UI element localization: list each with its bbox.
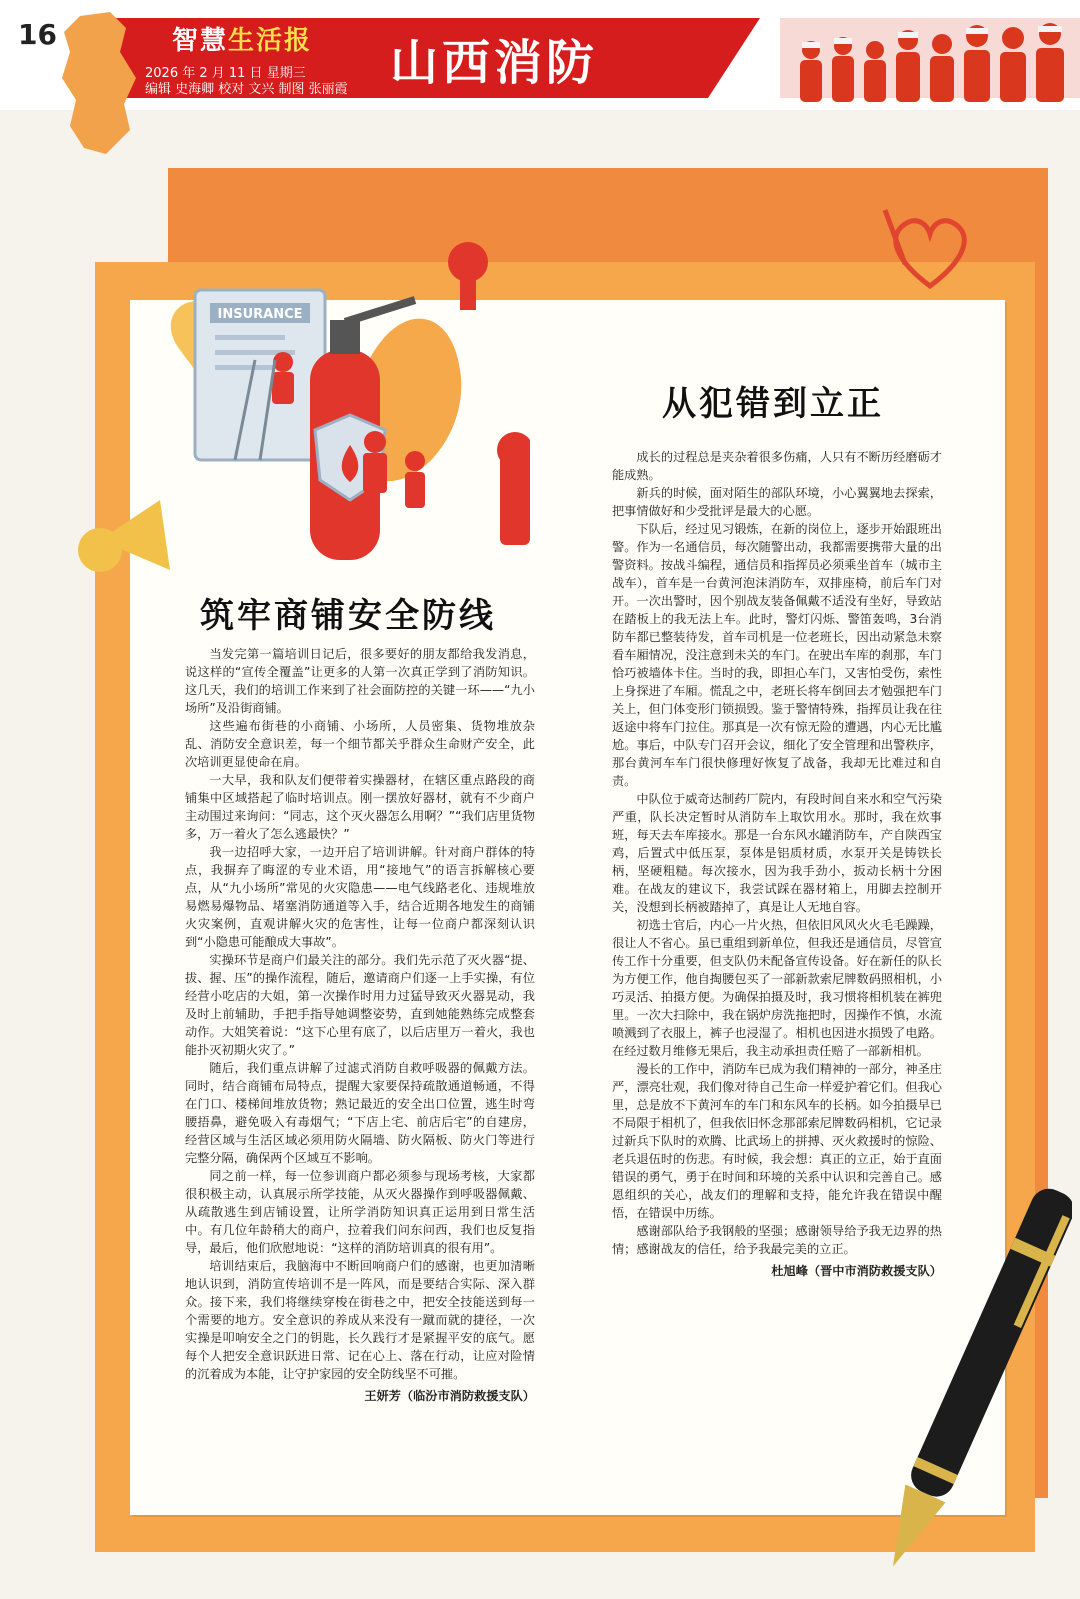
left-article-title: 筑牢商铺安全防线 — [200, 596, 496, 636]
section-title: 山西消防 — [390, 35, 599, 91]
paragraph: 初选士官后，内心一片火热，但依旧风风火火毛毛躁躁，很让人不省心。虽已重组到新单位，但我还是通信员，尽管宣传工作十分重要，但支队仍未配备宣传设备。好在新任的队长为方便工作，他自掏腰包买了一部新款索尼牌数码照相机，小巧灵活、拍摄方便。为确保拍摄及时，我习惯将相机装在裤兜里。一次大扫除中，我在锅炉房洗拖把时，因操作不慎，水流喷溅到了衣服上，裤子也浸湿了。相机也因进水损毁了电路。在经过数月维修无果后，我主动承担责任赔了一部新相机。 — [612, 918, 942, 1058]
left-article-byline: 王妍芳（临汾市消防救援支队） — [364, 1389, 535, 1403]
paragraph: 当发完第一篇培训日记后，很多要好的朋友都给我发消息，说这样的“宣传全覆盖”让更多的人第一次真正学到了消防知识。这几天，我们的培训工作来到了社会面防控的关键一环——“九小场所”及沿街商铺。 — [185, 647, 535, 715]
heart-clip-icon — [875, 200, 985, 300]
issue-meta — [145, 66, 348, 98]
page-header — [0, 0, 1080, 110]
paragraph: 中队位于威奇达制药厂院内，有段时间自来水和空气污染严重，队长决定暂时从消防车上取饮用水。那时，我在炊事班，每天去车库接水。那是一台东风水罐消防车，产自陕西宝鸡，后置式中低压泵，泵体是铝质材质，水泵开关是铸铁长柄，坚硬粗糙。每次接水，因为我手劲小，扳动长柄十分困难。在战友的建议下，我尝试踩在器材箱上，用脚去控制开关，没想到长柄被踏掉了，真是让人无地自容。 — [612, 792, 942, 914]
newspaper-brand — [172, 20, 312, 57]
brand-part-2: 生活报 — [228, 26, 313, 56]
paragraph: 培训结束后，我脑海中不断回响商户们的感谢，也更加清晰地认识到，消防宣传培训不是一阵风，而是要结合实际、深入群众。接下来，我们将继续穿梭在街巷之中，把安全技能送到每一个需要的地方。安全意识的养成从来没有一蹴而就的捷径，一次实操是叩响安全之门的钥匙，长久践行才是紧握平安的底气。愿每个人把安全意识跃进日常、记在心上、落在行动，让应对险情的沉着成为本能，让守护家园的安全防线坚不可摧。 — [185, 1259, 535, 1381]
saluting-firefighters-image — [790, 22, 1070, 102]
paragraph: 随后，我们重点讲解了过滤式消防自救呼吸器的佩戴方法。同时，结合商铺布局特点，提醒大家要保持疏散通道畅通，不得在门口、楼梯间堆放货物；熟记最近的安全出口位置，逃生时弯腰捂鼻，避免吸入有毒烟气；“下店上宅、前店后宅”的自建房，经营区域与生活区域必须用防火隔墙、防火隔板、防火门等进行完整分隔，确保两个区域互不影响。 — [185, 1061, 535, 1165]
paragraph: 一大早，我和队友们便带着实操器材，在辖区重点路段的商铺集中区域搭起了临时培训点。刚一摆放好器材，就有不少商户主动围过来询问：“同志，这个灭火器怎么用啊？”“我们店里货物多，万一着火了怎么逃最快？” — [185, 773, 535, 841]
editor-credits: 编辑 史海卿 校对 文兴 制图 张丽霞 — [145, 82, 348, 97]
paragraph: 我一边招呼大家，一边开启了培训讲解。针对商户群体的特点，我摒弃了晦涩的专业术语，用“接地气”的语言拆解核心要点，从“九小场所”常见的火灾隐患——电气线路老化、违规堆放易燃易爆物品、堵塞消防通道等入手，结合近期各地发生的商铺火灾案例，直观讲解火灾的危害性，让每一位商户都深刻认识到“小隐患可能酿成大事故”。 — [185, 845, 535, 949]
right-article-byline: 杜旭峰（晋中市消防救援支队） — [771, 1264, 942, 1278]
paragraph: 漫长的工作中，消防车已成为我们精神的一部分，神圣庄严，漂亮壮观，我们像对待自己生命一样爱护着它们。但我心里，总是放不下黄河车的车门和东风车的长柄。如今拍摄早已不局限于相机了，但我依旧怀念那部索尼牌数码相机，它记录过新兵下队时的欢腾、比武场上的拼搏、灭火救援时的惊险、老兵退伍时的伤悲。有时候，我会想：真正的立正，始于直面错误的勇气，勇于在时间和环境的关系中认识和完善自己。感恩组织的关心，战友们的理解和支持，能允许我在错误中醒悟，在错误中历练。 — [612, 1062, 942, 1220]
paragraph: 感谢部队给予我钢般的坚强；感谢领导给予我无边界的热情；感谢战友的信任，给予我最完美的立正。 — [612, 1224, 942, 1256]
issue-date: 2026 年 2 月 11 日 星期三 — [145, 66, 306, 81]
fire-safety-illustration — [60, 240, 530, 600]
page-number: 16 — [18, 18, 57, 51]
paragraph: 新兵的时候，面对陌生的部队环境，小心翼翼地去探索，把事情做好和少受批评是最大的心愿。 — [612, 486, 942, 518]
paragraph: 同之前一样，每一位参训商户都必须参与现场考核，大家都很积极主动，认真展示所学技能，从灭火器操作到呼吸器佩戴、从疏散逃生到店铺设置，让所学消防知识真正运用到日常生活中。有几位年龄稍大的商户，拉着我们问东问西，我们也反复指导，最后，他们欣慰地说：“这样的消防培训真的很有用”。 — [185, 1169, 535, 1255]
left-article-body — [185, 645, 535, 1405]
paragraph: 这些遍布街巷的小商铺、小场所，人员密集、货物堆放杂乱、消防安全意识差，每一个细节都关乎群众生命财产安全，此次培训更显使命在肩。 — [185, 719, 535, 769]
paragraph: 实操环节是商户们最关注的部分。我们先示范了灭火器“提、拔、握、压”的操作流程，随后，邀请商户们逐一上手实操，有位经营小吃店的大姐，第一次操作时用力过猛导致灭火器晃动，我及时上前辅助，手把手指导她调整姿势，直到她能熟练完成整套动作。大姐笑着说：“这下心里有底了，以后店里万一着火，我也能扑灭初期火灾了。” — [185, 953, 535, 1057]
pen-icon — [882, 1175, 1072, 1595]
paragraph: 成长的过程总是夹杂着很多伤痛，人只有不断历经磨砺才能成熟。 — [612, 450, 942, 482]
brand-part-1: 智慧 — [172, 26, 229, 56]
insurance-label: INSURANCE — [217, 307, 303, 322]
paragraph: 下队后，经过见习锻炼，在新的岗位上，逐步开始跟班出警。作为一名通信员，每次随警出动，我都需要携带大量的出警资料。按战斗编程，通信员和指挥员必须乘坐首车（城市主战车），首车是一台黄河泡沫消防车，双排座椅，前后车门对开。一次出警时，因个别战友装备佩戴不适没有坐好，导致站在踏板上的我无法上车。此时，警灯闪烁、警笛轰鸣，3台消防车都已整装待发，首车司机是一位老班长，因出动紧急未察看车厢情况，没注意到未关的车门。在驶出车库的刹那，车门恰巧被墙体卡住。当时的我，即担心车门，又害怕受伤，索性上身探进了车厢。慌乱之中，老班长将车倒回去才勉强把车门关上，但门体变形门锁损毁。鉴于警情特殊，指挥员让我在往返途中将车门拉住。那真是一次有惊无险的遭遇，内心无比尴尬。事后，中队专门召开会议，细化了安全管理和出警秩序，那台黄河车车门很快修理好恢复了战备，我却无比难过和自责。 — [612, 522, 942, 788]
right-article-title: 从犯错到立正 — [662, 384, 884, 424]
right-article-body — [612, 448, 942, 1280]
